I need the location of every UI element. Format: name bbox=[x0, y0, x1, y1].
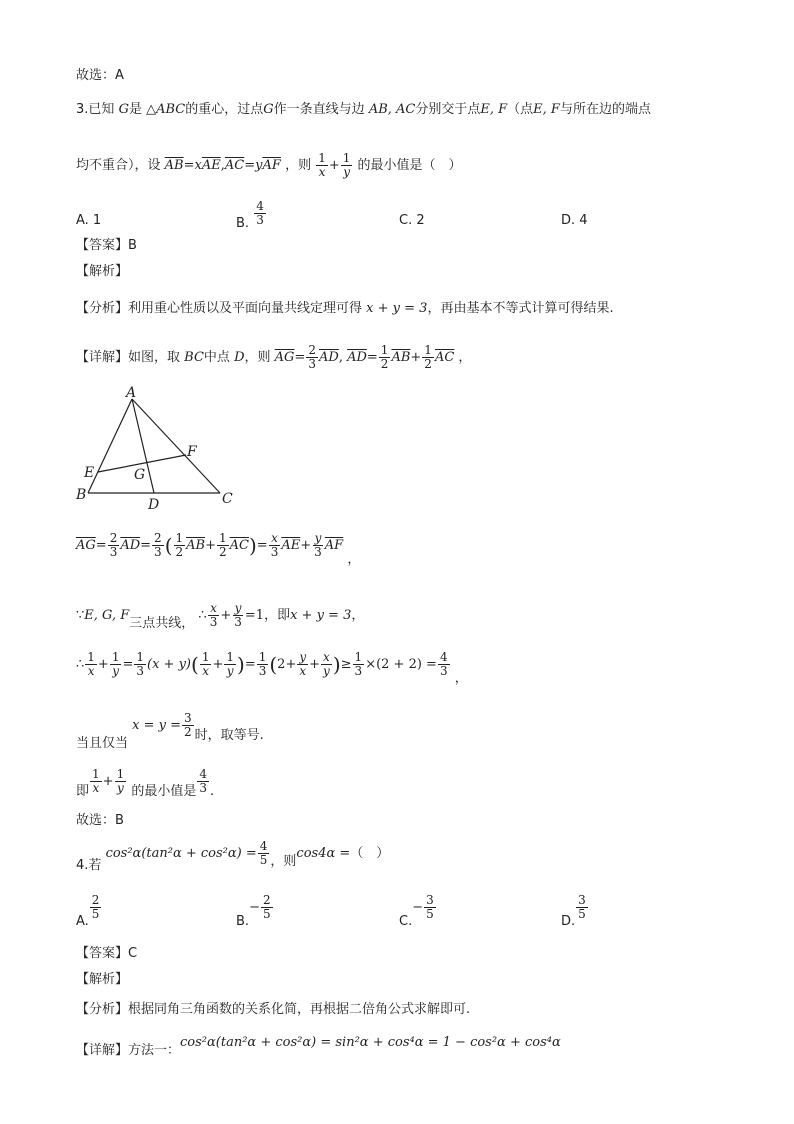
numerator: 2 bbox=[91, 893, 100, 907]
text: 根据同角三角函数的关系化简，再根据二倍角公式求解即可. bbox=[128, 1002, 471, 1017]
analysis-line bbox=[76, 300, 614, 318]
vector-af: $\overline{AF}$ bbox=[262, 158, 281, 173]
fraction-x-y bbox=[321, 651, 332, 678]
label-f: F bbox=[187, 444, 197, 460]
text: 如图，取 bbox=[128, 350, 181, 365]
fraction-x-3 bbox=[269, 532, 281, 559]
denominator: 3 bbox=[199, 781, 207, 795]
fraction-1-2 bbox=[217, 532, 229, 559]
denominator: 5 bbox=[91, 907, 100, 921]
detail-label: 【详解】 bbox=[76, 1043, 129, 1058]
denominator: 3 bbox=[354, 664, 363, 678]
numerator: 1 bbox=[136, 650, 145, 664]
denominator: 2 bbox=[380, 357, 389, 371]
vector-ad: $\overline{AD}$ bbox=[120, 538, 141, 553]
fraction-2-3 bbox=[108, 532, 120, 559]
option-b bbox=[236, 200, 267, 233]
fraction-x-3 bbox=[208, 602, 220, 629]
detail-line: 【详解】如图，取 BC中点 D，则 $\overline{AG}=$ $\frac{2}{3}$ $\overline{AD}$, $\overline{AD}=$ $\frac{1}{2}$ $\overline{AB}+$ $\frac{1}{2}$ $\overline{AC}$ ， bbox=[76, 343, 472, 371]
text: 与所在边的端点 bbox=[559, 102, 651, 117]
math-abc: ABC bbox=[156, 102, 186, 117]
denominator: 3 bbox=[314, 545, 322, 559]
math-ef: E, F bbox=[480, 102, 508, 117]
math-bc: BC bbox=[184, 350, 204, 365]
denominator: 3 bbox=[154, 545, 162, 559]
denominator: x bbox=[202, 664, 210, 678]
text: ，则 bbox=[285, 158, 312, 173]
label-c: C bbox=[222, 491, 233, 507]
numerator: 1 bbox=[87, 650, 95, 664]
text: （ ） bbox=[350, 846, 390, 861]
analysis-tag: 【解析】 bbox=[76, 264, 129, 279]
text: ，即 bbox=[264, 608, 291, 623]
one: 1 bbox=[255, 608, 265, 623]
text: 是 bbox=[128, 102, 142, 117]
text: 已知 bbox=[88, 102, 115, 117]
comma: ， bbox=[347, 552, 361, 567]
denominator: y bbox=[112, 664, 120, 678]
fraction-3-2 bbox=[182, 712, 194, 739]
fraction-1-3 bbox=[134, 651, 146, 678]
denominator: 3 bbox=[209, 615, 218, 629]
vector-ad: $\overline{AD}$ bbox=[347, 350, 367, 365]
text: 的最小值是（ ） bbox=[357, 158, 462, 173]
geq-symbol: ≥ bbox=[340, 657, 352, 672]
fraction-4-3 bbox=[254, 200, 266, 227]
text: 三点共线， bbox=[129, 616, 195, 631]
numerator: 1 bbox=[424, 343, 432, 357]
math-g: G bbox=[118, 102, 129, 117]
analysis-label: 【分析】 bbox=[76, 1002, 129, 1017]
math-x: x bbox=[194, 158, 202, 173]
vector-af: $\overline{AF}$ bbox=[324, 538, 344, 553]
fraction-2-5 bbox=[261, 894, 273, 921]
math-d: D bbox=[234, 350, 245, 365]
text: 若 bbox=[88, 858, 102, 873]
denominator: 3 bbox=[109, 545, 118, 559]
denominator: 3 bbox=[256, 213, 264, 227]
denominator: 5 bbox=[426, 907, 434, 921]
denominator: 3 bbox=[258, 664, 267, 678]
numerator: 1 bbox=[380, 343, 389, 357]
option-label: B. bbox=[236, 216, 250, 231]
numerator: y bbox=[299, 650, 307, 664]
denominator: 3 bbox=[270, 545, 279, 559]
fraction-1-3 bbox=[353, 651, 365, 678]
denominator: y bbox=[226, 664, 234, 678]
math-times: ×(2 + 2) = bbox=[365, 657, 437, 672]
comma: , bbox=[220, 158, 225, 173]
fraction-4-3 bbox=[197, 768, 209, 795]
minus: − bbox=[249, 900, 260, 915]
math-ef: E, F bbox=[533, 102, 560, 117]
equation-5: 即 $\frac{1}{x}$ + $\frac{1}{y}$ 的最小值是 $\frac{4}{3}$ . bbox=[76, 767, 215, 799]
numerator: y bbox=[234, 601, 242, 615]
text: ，再由基本不等式计算可得结果. bbox=[427, 301, 614, 316]
numerator: 4 bbox=[199, 767, 207, 781]
denominator: 2 bbox=[175, 545, 184, 559]
text: 时，取等号. bbox=[194, 728, 264, 743]
detail-label: 【详解】 bbox=[76, 350, 129, 365]
fraction-4-3 bbox=[438, 651, 450, 678]
denominator: 3 bbox=[308, 357, 316, 371]
text: 的重心，过点 bbox=[185, 102, 264, 117]
question-number: 3. bbox=[76, 102, 89, 117]
denominator: 3 bbox=[136, 664, 145, 678]
answer-tag: 【答案】B bbox=[76, 238, 137, 253]
triangle-symbol: △ bbox=[146, 102, 157, 117]
math-expression: cos²α(tan²α + cos²α) = sin²α + cos⁴α = 1 − cos²α + cos⁴α bbox=[180, 1035, 561, 1050]
vector-ab: $\overline{AB}$ bbox=[186, 538, 206, 553]
math-x-plus-y: (x + y) bbox=[147, 657, 191, 672]
fraction-y-x bbox=[297, 651, 308, 678]
fraction-1-x bbox=[90, 768, 102, 795]
fraction-1-y bbox=[110, 651, 122, 678]
because-symbol: ∵ bbox=[76, 608, 85, 623]
vector-ac: $\overline{AC}$ bbox=[434, 350, 455, 365]
numerator: x bbox=[271, 531, 278, 545]
fraction-4-5 bbox=[258, 840, 270, 867]
plus: + bbox=[328, 158, 340, 173]
therefore-symbol: ∴ bbox=[76, 657, 85, 672]
denominator: x bbox=[299, 664, 307, 678]
text: 当且仅当 bbox=[76, 736, 129, 751]
option-c bbox=[399, 894, 437, 931]
answer-tag: 【答案】C bbox=[76, 946, 138, 961]
fraction-3-5 bbox=[576, 894, 588, 921]
numerator: 4 bbox=[259, 839, 268, 853]
math-cos4a: cos4α = bbox=[296, 846, 351, 861]
question-3-line-1 bbox=[76, 101, 651, 119]
denominator: 5 bbox=[578, 907, 586, 921]
fraction-1-over-x bbox=[316, 152, 328, 179]
vector-ag: $\overline{AG}$ bbox=[76, 538, 96, 553]
denominator: y bbox=[323, 664, 330, 678]
text: 均不重合），设 bbox=[76, 158, 161, 173]
denominator: y bbox=[343, 165, 350, 179]
fraction-y-3 bbox=[312, 532, 324, 559]
text: 利用重心性质以及平面向量共线定理可得 bbox=[128, 301, 363, 316]
vector-ab: $\overline{AB}$ bbox=[391, 350, 411, 365]
numerator: 2 bbox=[154, 531, 162, 545]
analysis-tag: 【解析】 bbox=[76, 972, 129, 987]
label-b: B bbox=[76, 487, 87, 503]
math-g: G bbox=[263, 102, 274, 117]
option-label: C. bbox=[399, 914, 413, 929]
label-d: D bbox=[148, 497, 160, 510]
fraction-2-5 bbox=[90, 894, 102, 921]
denominator: x bbox=[87, 664, 95, 678]
numerator: 1 bbox=[219, 531, 227, 545]
denominator: 3 bbox=[439, 664, 448, 678]
fraction-1-over-y bbox=[341, 152, 353, 179]
math-sum: x + y = 3 bbox=[366, 301, 428, 316]
denominator: 2 bbox=[424, 357, 432, 371]
equation-3: ∴ $\frac{1}{x}$ + $\frac{1}{y}$ = $\frac{1}{3}$ (x + y)( $\frac{1}{x}$ + $\frac{1}{y}$ )= $\frac{1}{3}$ (2+ $\frac{y}{x}$ + $\frac{x}{y}$ )≥ $\frac{1}{3}$ ×(2 + 2) = $\frac{4}{3}$ ， bbox=[76, 650, 468, 686]
numerator: 1 bbox=[318, 151, 326, 165]
fraction-2-3 bbox=[152, 532, 164, 559]
text: 的最小值是 bbox=[131, 784, 197, 799]
fraction-1-x bbox=[85, 651, 97, 678]
text: （点 bbox=[507, 102, 534, 117]
numerator: 1 bbox=[354, 650, 363, 664]
math-egf: E, G, F bbox=[84, 608, 130, 623]
fraction-1-y bbox=[224, 651, 236, 678]
period: . bbox=[210, 784, 215, 799]
label-e: E bbox=[84, 465, 95, 481]
comma: ， bbox=[454, 671, 468, 686]
denominator: 2 bbox=[184, 725, 192, 739]
numerator: x bbox=[323, 650, 330, 664]
numerator: 3 bbox=[426, 893, 434, 907]
option-label: D. bbox=[561, 914, 576, 929]
numerator: 1 bbox=[201, 650, 210, 664]
denominator: 3 bbox=[234, 615, 242, 629]
vector-ae: $\overline{AE}$ bbox=[201, 158, 221, 173]
therefore-symbol: ∴ bbox=[198, 608, 207, 623]
question-number: 4. bbox=[76, 858, 89, 873]
detail-line bbox=[76, 1034, 561, 1060]
numerator: x bbox=[210, 601, 217, 615]
denominator: 5 bbox=[262, 907, 271, 921]
side-ac bbox=[132, 399, 220, 493]
math-sum: x + y = 3 bbox=[290, 608, 352, 623]
denominator: y bbox=[116, 781, 124, 795]
text: 中点 bbox=[203, 350, 230, 365]
option-b bbox=[236, 894, 274, 931]
math-expression: cos²α(tan²α + cos²α) = bbox=[105, 846, 257, 861]
vector-ac: $\overline{AC}$ bbox=[229, 538, 249, 553]
fraction-y-3 bbox=[232, 602, 244, 629]
fraction-2-3 bbox=[306, 344, 318, 371]
denominator: x bbox=[92, 781, 100, 795]
option-d bbox=[561, 894, 589, 931]
option-a: A. 1 bbox=[76, 213, 102, 228]
label-g: G bbox=[134, 467, 146, 483]
vector-ab: $\overline{AB}$ bbox=[164, 158, 184, 173]
fraction-1-2 bbox=[174, 532, 186, 559]
vector-ag: $\overline{AG}$ bbox=[274, 350, 295, 365]
text: 即 bbox=[76, 784, 90, 799]
equals: = bbox=[183, 158, 195, 173]
option-label: A. bbox=[76, 914, 89, 929]
fraction-3-5 bbox=[424, 894, 436, 921]
denominator: x bbox=[318, 165, 326, 179]
denominator: 2 bbox=[219, 545, 227, 559]
numerator: 4 bbox=[256, 199, 264, 213]
minus: − bbox=[412, 900, 424, 915]
question-3-line-2 bbox=[76, 152, 462, 179]
fraction-1-y bbox=[115, 768, 127, 795]
option-c: C. 2 bbox=[399, 213, 425, 228]
numerator: 1 bbox=[116, 767, 125, 781]
equation-2: ∵E, G, F三点共线， ∴ $\frac{x}{3}$ + $\frac{y}{3}$ =1，即x + y = 3， bbox=[76, 601, 365, 631]
option-a bbox=[76, 894, 102, 931]
equation-1: $\overline{AG}=$ $\frac{2}{3}$ $\overline{AD}=$ $\frac{2}{3}$ ( $\frac{1}{2}$ $\overline{AB}+$ $\frac{1}{2}$ $\overline{AC})=$ $\frac{x}{3}$ $\overline{AE}+$ $\frac{y}{3}$ $\overline{AF}$ ， bbox=[76, 531, 361, 567]
label-a: A bbox=[126, 385, 137, 401]
denominator: 5 bbox=[259, 853, 268, 867]
analysis-label: 【分析】 bbox=[76, 301, 129, 316]
fraction-1-2 bbox=[379, 344, 391, 371]
numerator: 3 bbox=[578, 893, 586, 907]
text: 方法一： bbox=[128, 1043, 181, 1058]
option-label: B. bbox=[236, 914, 250, 929]
fraction-1-3 bbox=[257, 651, 269, 678]
text: 分别交于点 bbox=[415, 102, 481, 117]
comma: ， bbox=[351, 608, 365, 623]
numerator: 1 bbox=[111, 650, 120, 664]
numerator: 1 bbox=[175, 531, 184, 545]
comma: ， bbox=[458, 350, 472, 365]
analysis-line bbox=[76, 1001, 470, 1019]
fraction-1-x bbox=[200, 651, 212, 678]
math-x-eq-y: x = y = bbox=[132, 718, 182, 733]
numerator: 1 bbox=[258, 650, 267, 664]
numerator: 3 bbox=[184, 711, 192, 725]
math-y: y bbox=[255, 158, 263, 173]
numerator: 1 bbox=[226, 650, 234, 664]
option-d: D. 4 bbox=[561, 213, 588, 228]
numerator: 2 bbox=[308, 343, 316, 357]
side-ab bbox=[88, 399, 132, 493]
numerator: 1 bbox=[342, 151, 351, 165]
vector-ad: $\overline{AD}$ bbox=[319, 350, 339, 365]
numerator: y bbox=[314, 531, 322, 545]
numerator: 2 bbox=[109, 531, 118, 545]
vector-ac: $\overline{AC}$ bbox=[224, 158, 245, 173]
answer-select-b: 故选：B bbox=[76, 813, 124, 828]
equation-4 bbox=[76, 712, 264, 753]
text: ，则 bbox=[270, 854, 297, 869]
numerator: 2 bbox=[262, 893, 271, 907]
question-4-line bbox=[76, 840, 389, 875]
text: 作一条直线与边 bbox=[273, 102, 365, 117]
vector-ae: $\overline{AE}$ bbox=[281, 538, 301, 553]
answer-select-a: 故选：A bbox=[76, 68, 124, 83]
numerator: 1 bbox=[92, 767, 100, 781]
two: 2 bbox=[277, 657, 286, 672]
fraction-1-2 bbox=[422, 344, 434, 371]
triangle-figure bbox=[72, 385, 242, 510]
math-ab-ac: AB, AC bbox=[368, 102, 416, 117]
equals: = bbox=[244, 158, 256, 173]
text: ，则 bbox=[244, 350, 271, 365]
numerator: 4 bbox=[439, 650, 448, 664]
